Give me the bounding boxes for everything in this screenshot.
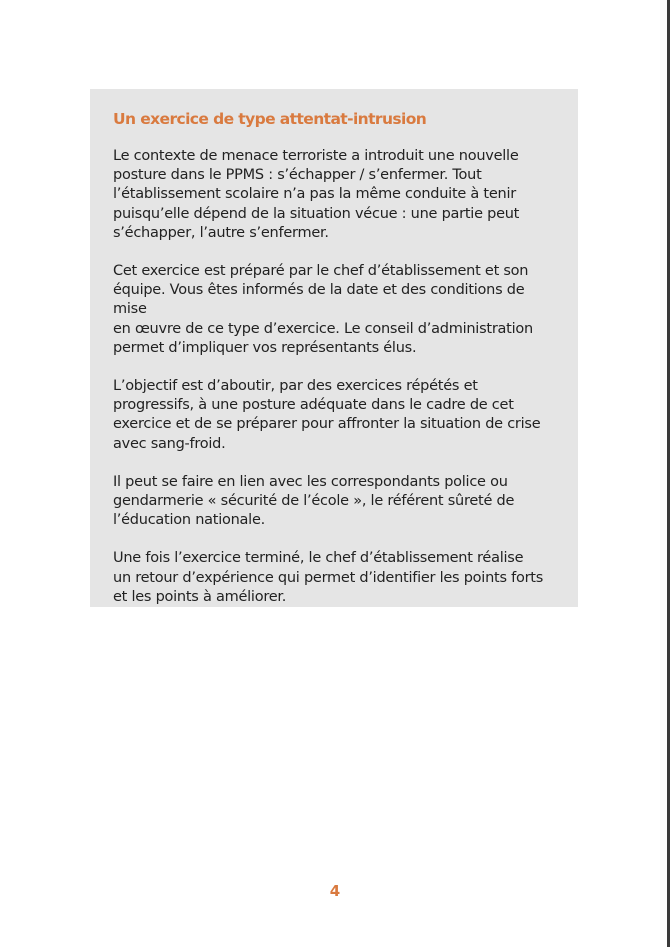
page-number: 4: [329, 882, 341, 900]
paragraph-objective: L’objectif est d’aboutir, par des exercices répétés et progressifs, à une posture adéquate dans le cadre de cet exercice et de se préparer pour affronter la situation de crise avec sang-froid.: [113, 378, 541, 452]
box-title: Un exercice de type attentat-intrusion: [113, 110, 427, 128]
paragraph-debrief: Une fois l’exercice terminé, le chef d’établissement réalise un retour d’expérience qui permet d’identifier les points forts et les points à améliorer.: [113, 550, 544, 605]
info-box: [90, 89, 578, 607]
paragraph-partners: Il peut se faire en lien avec les correspondants police ou gendarmerie « sécurité de l’école », le référent sûreté de l’éducation nationale.: [113, 473, 515, 529]
paragraph-preparation: Cet exercice est préparé par le chef d’établissement et son équipe. Vous êtes informés de la date et des conditions de mise en œuvre de ce type d’exercice. Le conseil d’administration permet d’impliquer vos représentants élus.: [113, 263, 533, 356]
paragraph-context: Le contexte de menace terroriste a introduit une nouvelle posture dans le PPMS : s’échapper / s’enfermer. Tout l’établissement scolaire n’a pas la même conduite à tenir puisqu’elle dépend de la situation vécue : une partie peut s’échapper, l’autre s’enfermer.: [113, 148, 520, 241]
